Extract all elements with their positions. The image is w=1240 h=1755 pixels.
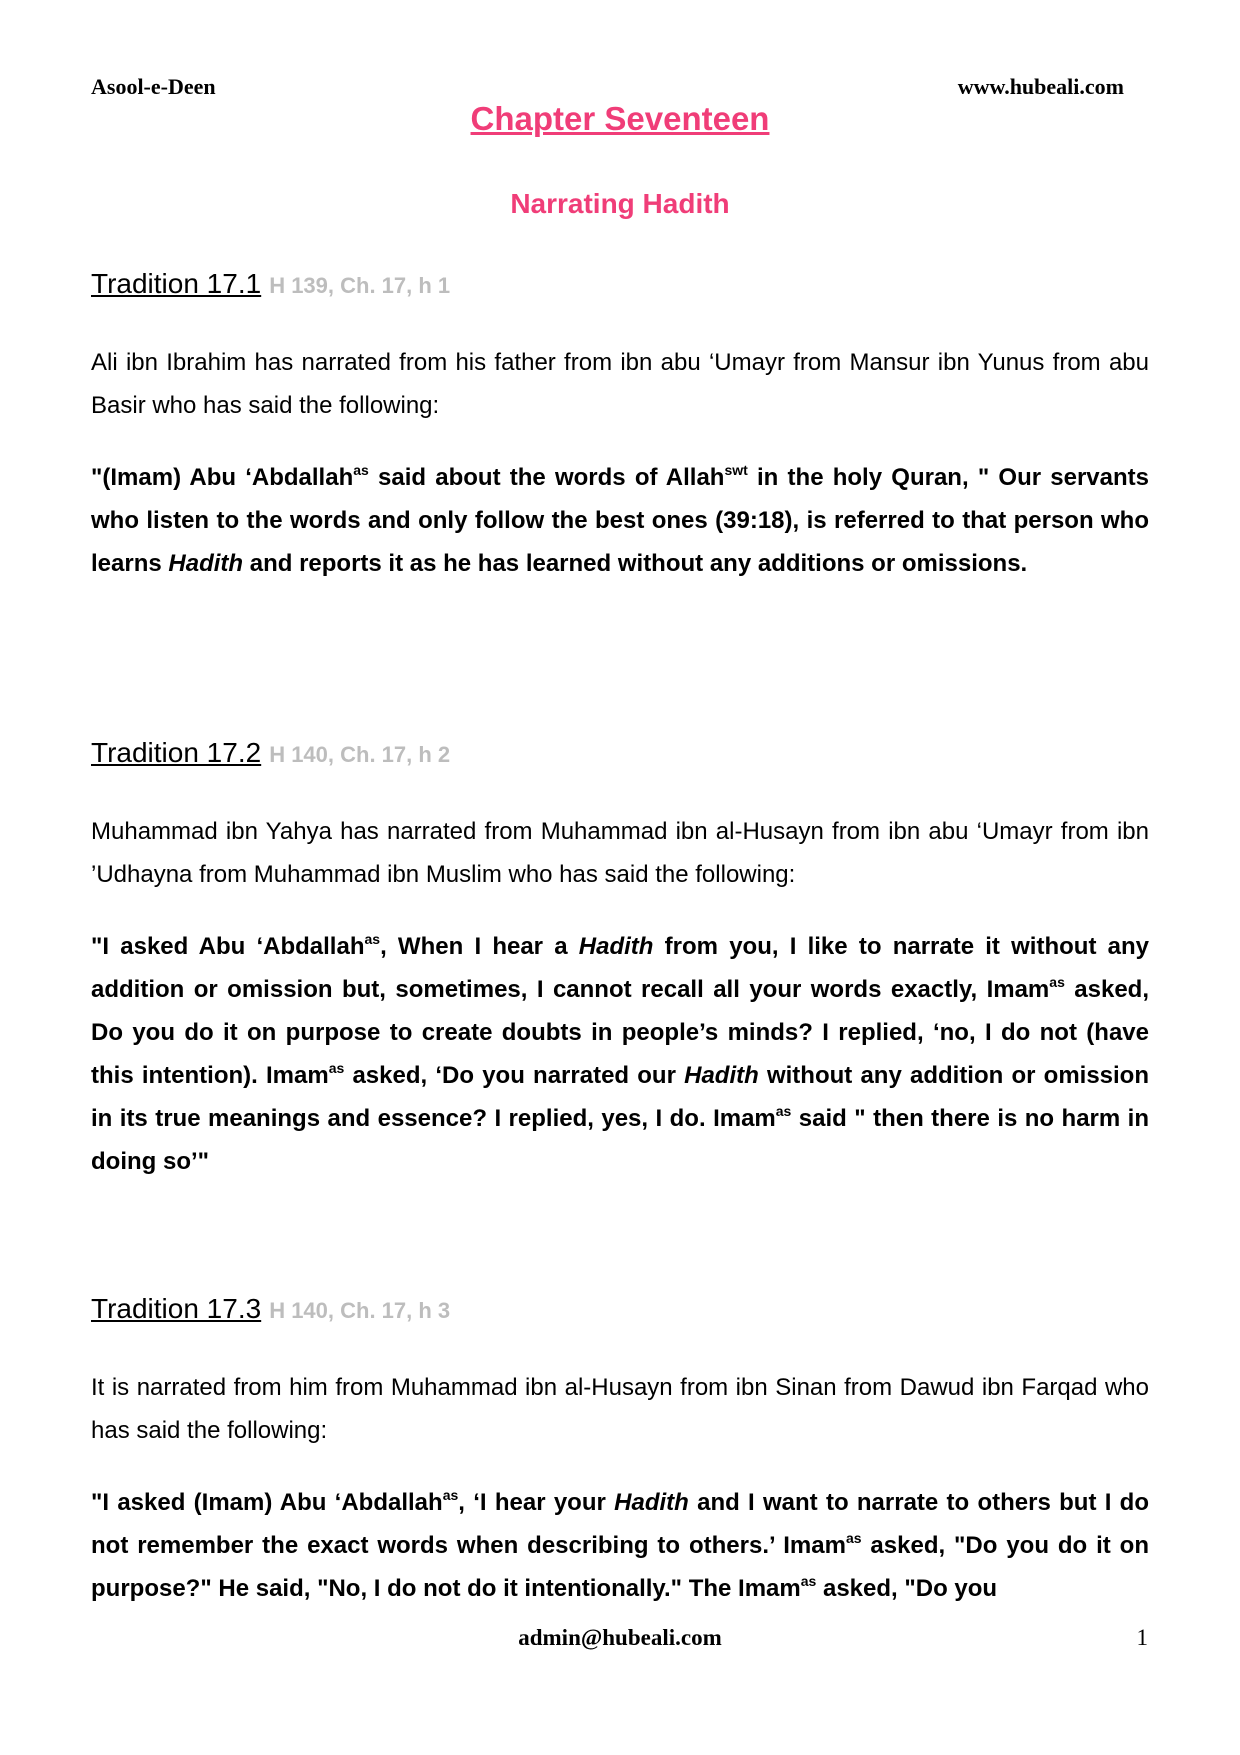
honorific-superscript: as (800, 1573, 817, 1589)
narration-chain-3: It is narrated from him from Muhammad ibn al-Husayn from ibn Sinan from Dawud ibn Farqad who has said the following: (91, 1374, 1149, 1444)
tradition-reference: H 140, Ch. 17, h 2 (269, 742, 451, 767)
honorific-superscript: as (364, 931, 381, 947)
honorific-superscript: swt (724, 462, 748, 478)
footer-email: admin@hubeali.com (518, 1625, 722, 1650)
header-website: www.hubeali.com (957, 74, 1124, 99)
tradition-name: Tradition 17.3 (91, 1293, 262, 1324)
hadith-text-2: "I asked Abu ‘Abdallah$^{as}$, When I hear a Hadith from you, I like to narrate it without any addition or omission but, sometimes, I cannot recall all your words exactly, Imam$^{as}$ asked, Do you do it on purpose to create doubts in people’s minds? I replied, ‘no, I do not (have this intention). Imam$^{as}$ asked, ‘Do you narrated our Hadith without any addition or omission in its true meanings and essence? I replied, yes, I do. Imam$^{as}$ said " then there is no harm in doing so’" (91, 931, 1150, 1175)
narration-chain-2: Muhammad ibn Yahya has narrated from Muhammad ibn al-Husayn from ibn abu ‘Umayr from ibn ’Udhayna from Muhammad ibn Muslim who has said the following: (91, 818, 1149, 888)
tradition-heading-2 (91, 737, 450, 769)
honorific-superscript: as (775, 1103, 792, 1119)
tradition-name: Tradition 17.1 (91, 268, 262, 299)
tradition-heading-3 (91, 1293, 450, 1325)
tradition-reference: H 140, Ch. 17, h 3 (269, 1298, 451, 1323)
header-left-title: Asool-e-Deen (91, 74, 216, 99)
honorific-superscript: as (442, 1487, 459, 1503)
tradition-heading-1 (91, 268, 450, 300)
honorific-superscript: as (353, 462, 369, 478)
chapter-title: Chapter Seventeen (470, 100, 770, 137)
honorific-superscript: as (328, 1060, 345, 1076)
tradition-reference: H 139, Ch. 17, h 1 (269, 273, 451, 298)
honorific-superscript: as (845, 1530, 862, 1546)
page-number: 1 (1136, 1625, 1148, 1650)
hadith-text-3: "I asked (Imam) Abu ‘Abdallah$^{as}$, ‘I hear your Hadith and I want to narrate to others but I do not remember the exact words when describing to others.’ Imam$^{as}$ asked, "Do you do it on purpose?" He said, "No, I do not do it intentionally." The Imam$^{as}$ asked, "Do you (91, 1487, 1149, 1602)
tradition-name: Tradition 17.2 (91, 737, 262, 768)
section-subtitle: Narrating Hadith (510, 188, 730, 219)
honorific-superscript: as (1049, 974, 1065, 990)
narration-chain-1: Ali ibn Ibrahim has narrated from his father from ibn abu ‘Umayr from Mansur ibn Yunus from abu Basir who has said the following: (91, 349, 1149, 419)
hadith-text-1: "(Imam) Abu ‘Abdallah$^{as}$ said about the words of Allah$^{swt}$ in the holy Quran, " Our servants who listen to the words and only follow the best ones (39:18), is referred to that person who learns Hadith and reports it as he has learned without any additions or omissions. (91, 462, 1149, 577)
